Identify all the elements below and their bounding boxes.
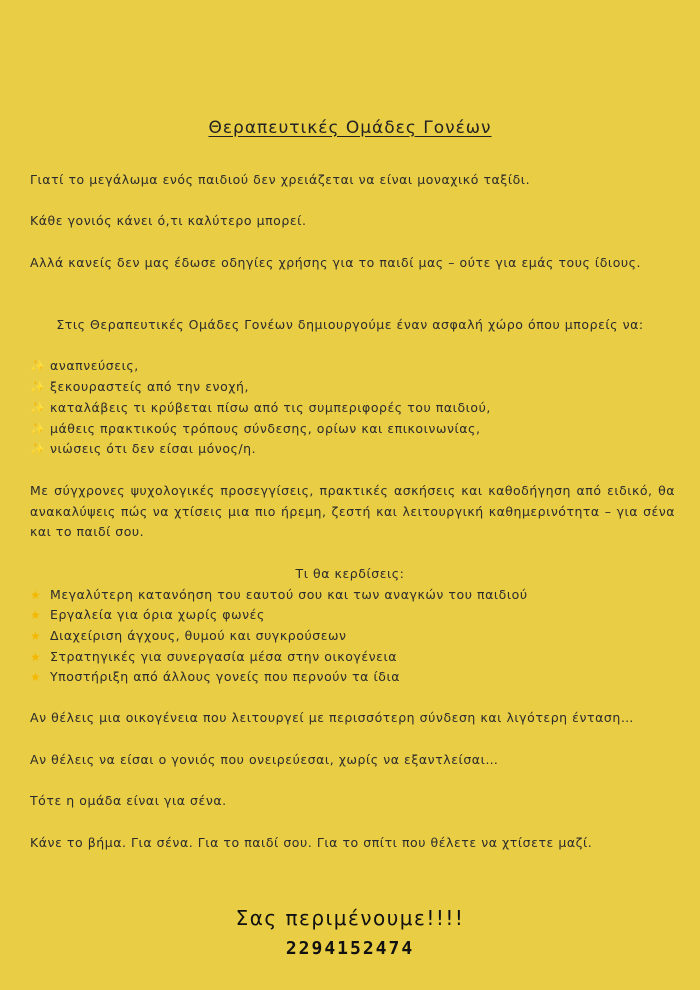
list-item-text: καταλάβεις τι κρύβεται πίσω από τις συμπεριφορές του παιδιού, <box>50 400 491 415</box>
outro-line-3: Τότε η ομάδα είναι για σένα. <box>30 793 227 808</box>
list-item-text: Εργαλεία για όρια χωρίς φωνές <box>50 607 265 622</box>
list-item <box>30 358 139 373</box>
space-lead: Στις Θεραπευτικές Ομάδες Γονέων δημιουργούμε έναν ασφαλή χώρο όπου μπορείς να: <box>56 317 644 332</box>
list-item-text: Στρατηγικές για συνεργασία μέσα στην οικογένεια <box>50 649 398 664</box>
list-item-text: αναπνεύσεις, <box>50 358 139 373</box>
approach-paragraph: Με σύγχρονες ψυχολογικές προσεγγίσεις, πρακτικές ασκήσεις και καθοδήγηση από ειδικό, θα ανακαλύψεις πώς να χτίσεις μια πιο ήρεμη, ζεστή και λειτουργική καθημερινότητα – για σένα και το παιδί σου. <box>30 483 675 539</box>
intro-line-1: Γιατί το μεγάλωμα ενός παιδιού δεν χρειάζεται να είναι μοναχικό ταξίδι. <box>30 172 531 187</box>
list-item-text: Διαχείριση άγχους, θυμού και συγκρούσεων <box>50 628 347 643</box>
list-item <box>30 441 256 456</box>
star-icon: ★ <box>30 629 42 643</box>
list-item-text: μάθεις πρακτικούς τρόπους σύνδεσης, ορίων και επικοινωνίας, <box>50 421 481 436</box>
outro-line-4: Κάνε το βήμα. Για σένα. Για το παιδί σου. Για το σπίτι που θέλετε να χτίσετε μαζί. <box>30 835 593 850</box>
list-item <box>30 649 397 664</box>
gains-heading: Τι θα κερδίσεις: <box>295 566 405 581</box>
list-item <box>30 421 480 436</box>
list-item <box>30 400 491 415</box>
sparkles-icon: ✨ <box>30 401 46 415</box>
outro-line-2: Αν θέλεις να είσαι ο γονιός που ονειρεύεσαι, χωρίς να εξαντλείσαι… <box>30 752 499 767</box>
closing-text: Σας περιμένουμε!!!! <box>235 906 465 930</box>
list-item <box>30 628 347 643</box>
list-item <box>30 607 265 622</box>
sparkles-icon: ✨ <box>30 422 46 436</box>
sparkles-icon: ✨ <box>30 442 46 456</box>
phone-number[interactable]: 2294152474 <box>285 938 415 959</box>
list-item <box>30 379 249 394</box>
list-item-text: ξεκουραστείς από την ενοχή, <box>50 379 250 394</box>
intro-line-2: Κάθε γονιός κάνει ό,τι καλύτερο μπορεί. <box>30 213 307 228</box>
star-icon: ★ <box>30 588 42 602</box>
list-item-text: Μεγαλύτερη κατανόηση του εαυτού σου και των αναγκών του παιδιού <box>50 587 528 602</box>
list-item <box>30 669 400 684</box>
page-title: Θεραπευτικές Ομάδες Γονέων <box>208 118 492 138</box>
sparkles-icon: ✨ <box>30 359 46 373</box>
list-item-text: Υποστήριξη από άλλους γονείς που περνούν τα ίδια <box>50 669 401 684</box>
list-item <box>30 587 528 602</box>
star-icon: ★ <box>30 608 42 622</box>
intro-line-3: Αλλά κανείς δεν μας έδωσε οδηγίες χρήσης για το παιδί μας – ούτε για εμάς τους ίδιους. <box>30 255 642 270</box>
outro-line-1: Αν θέλεις μια οικογένεια που λειτουργεί με περισσότερη σύνδεση και λιγότερη ένταση… <box>30 710 634 725</box>
star-icon: ★ <box>30 650 42 664</box>
star-icon: ★ <box>30 670 42 684</box>
sparkles-icon: ✨ <box>30 380 46 394</box>
list-item-text: νιώσεις ότι δεν είσαι μόνος/η. <box>50 441 257 456</box>
